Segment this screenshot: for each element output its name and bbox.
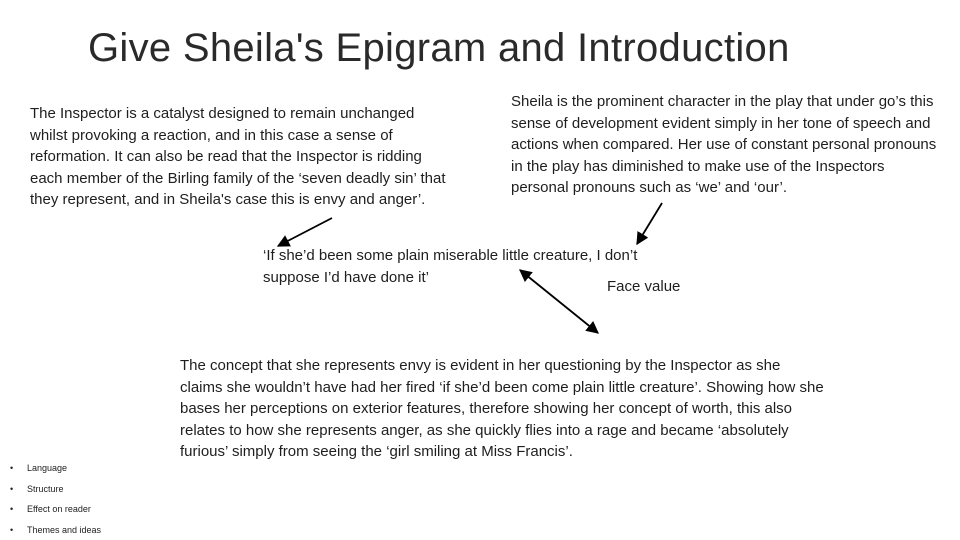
bullet-marker: • xyxy=(10,524,14,535)
sheila-development-paragraph: Sheila is the prominent character in the play that under go’s this sense of development evident simply in her tone of speech and actions when compared. Her use of constant personal pronouns in the play has diminished to make use of the Inspectors personal pronouns such as ‘we’ and ‘our’. xyxy=(511,93,937,197)
list-item xyxy=(10,479,150,500)
bullet-language: Language xyxy=(27,463,68,473)
bullet-marker: • xyxy=(10,463,14,473)
arrow-left-to-quote xyxy=(278,218,332,246)
analysis-checklist xyxy=(10,458,150,540)
epigram-quote: ‘If she’d been some plain miserable little creature, I don’t suppose I’d have done it’ xyxy=(263,247,638,286)
inspector-catalyst-paragraph: The Inspector is a catalyst designed to remain unchanged whilst provoking a reaction, and in this case a sense of reformation. It can also be read that the Inspector is ridding each member of the Birling family of the ‘seven deadly sin’ that they represent, and in Sheila's case this is envy and anger’. xyxy=(30,105,446,209)
bullet-structure: Structure xyxy=(27,483,64,494)
bullet-effect-on-reader: Effect on reader xyxy=(27,504,91,515)
envy-concept-paragraph: The concept that she represents envy is evident in her questioning by the Inspector as she claims she wouldn’t have had her fired ‘if she’d been come plain little creature’. Showing how she bases her perceptions on exterior features, therefore showing her concept of worth, this also relates to how she represents anger, as she quickly flies into a rage and became ‘absolutely furious’ simply from seeing the ‘girl smiling at Miss Francis’. xyxy=(180,357,824,461)
list-item xyxy=(10,458,150,479)
list-item xyxy=(10,520,150,540)
list-item xyxy=(10,499,150,520)
slide-title: Give Sheila's Epigram and Introduction xyxy=(88,26,790,70)
arrow-face-value xyxy=(520,270,598,333)
arrow-right-to-quote xyxy=(637,203,662,244)
face-value-label: Face value xyxy=(607,278,681,295)
bullet-themes-and-ideas: Themes and ideas xyxy=(27,524,102,535)
bullet-marker: • xyxy=(10,483,14,494)
bullet-marker: • xyxy=(10,504,14,515)
